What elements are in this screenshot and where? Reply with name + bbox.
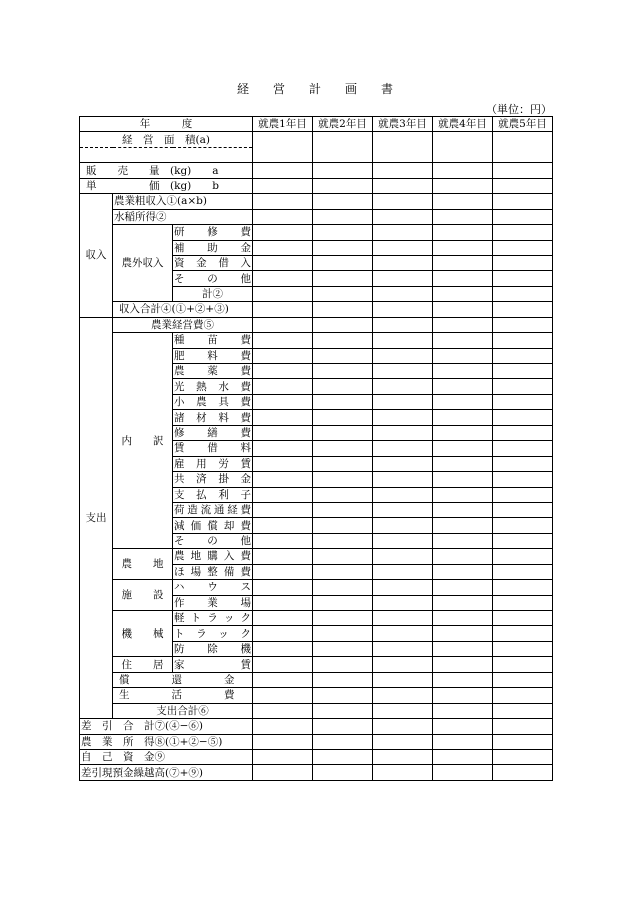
cell[interactable] [373, 611, 433, 626]
cell[interactable] [373, 549, 433, 564]
cell[interactable] [493, 472, 553, 487]
cell[interactable] [373, 688, 433, 703]
cell[interactable] [433, 502, 493, 517]
breakdown-item: 減価償却費 [174, 519, 251, 532]
cell[interactable] [373, 379, 433, 394]
cell[interactable] [313, 240, 373, 255]
cell[interactable] [313, 302, 373, 317]
cell[interactable] [433, 302, 493, 317]
breakdown-item: 修繕費 [174, 426, 251, 439]
cell[interactable] [433, 163, 493, 178]
cell[interactable] [493, 719, 553, 734]
title-char: 計 [308, 82, 345, 96]
year-1-header: 就農1年目 [253, 117, 313, 132]
cell[interactable] [313, 688, 373, 703]
cell[interactable] [313, 549, 373, 564]
cell[interactable] [493, 641, 553, 656]
cell[interactable] [493, 580, 553, 595]
cell[interactable] [433, 626, 493, 641]
breakdown-item: その他 [174, 535, 251, 548]
sales-volume-row [80, 163, 553, 178]
unit-price-label: 単 価 (kg) b [80, 178, 253, 193]
cell[interactable] [373, 333, 433, 348]
cell[interactable] [373, 580, 433, 595]
non-farm-item: 資金借入 [174, 257, 251, 270]
cell[interactable] [373, 271, 433, 286]
cell[interactable] [313, 611, 373, 626]
cell[interactable] [253, 379, 313, 394]
cell[interactable] [253, 672, 313, 687]
header-row [80, 117, 553, 132]
facility-item: ハウス [174, 581, 251, 594]
cell[interactable] [373, 132, 433, 163]
cell[interactable] [493, 672, 553, 687]
breakdown-item: 種苗費 [174, 334, 251, 347]
cell[interactable] [373, 286, 433, 301]
cell[interactable] [313, 734, 373, 749]
facility-item: 作業場 [174, 596, 251, 609]
cell[interactable] [253, 657, 313, 672]
cell[interactable] [493, 765, 553, 780]
machinery-row [80, 611, 553, 626]
cell[interactable] [253, 178, 313, 193]
cell[interactable] [313, 255, 373, 270]
cell[interactable] [313, 487, 373, 502]
cell[interactable] [493, 425, 553, 440]
non-farm-item: 補助金 [174, 241, 251, 254]
cell[interactable] [253, 472, 313, 487]
cell[interactable] [253, 364, 313, 379]
cell[interactable] [253, 333, 313, 348]
cell[interactable] [253, 225, 313, 240]
cell[interactable] [313, 225, 373, 240]
area-row [80, 132, 553, 147]
area-sub-label [80, 147, 253, 162]
cell[interactable] [493, 626, 553, 641]
non-farm-item: その他 [174, 272, 251, 285]
cell[interactable] [253, 410, 313, 425]
cell[interactable] [253, 595, 313, 610]
cell[interactable] [313, 348, 373, 363]
cell[interactable] [313, 502, 373, 517]
cell[interactable] [493, 657, 553, 672]
living-row [80, 688, 553, 703]
cell[interactable] [253, 518, 313, 533]
year-4-header: 就農4年目 [433, 117, 493, 132]
non-farm-total-label: 計② [173, 286, 253, 301]
cell[interactable] [433, 518, 493, 533]
carryover-row [80, 765, 553, 780]
cell[interactable] [313, 317, 373, 332]
expense-group-label: 支出 [80, 317, 113, 718]
rice-income-label: 水稲所得② [113, 209, 253, 224]
cell[interactable] [493, 132, 553, 163]
cell[interactable] [433, 271, 493, 286]
title-char: 経 [236, 82, 273, 96]
cell[interactable] [433, 456, 493, 471]
cell[interactable] [433, 765, 493, 780]
cell[interactable] [373, 719, 433, 734]
farmland-item: ほ場整備費 [174, 565, 251, 578]
cell[interactable] [493, 286, 553, 301]
cell[interactable] [373, 595, 433, 610]
cell[interactable] [433, 240, 493, 255]
cell[interactable] [433, 194, 493, 209]
cell[interactable] [253, 456, 313, 471]
cell[interactable] [493, 178, 553, 193]
cell[interactable] [433, 178, 493, 193]
cell[interactable] [313, 333, 373, 348]
cell[interactable] [253, 255, 313, 270]
cell[interactable] [373, 240, 433, 255]
cell[interactable] [433, 564, 493, 579]
cell[interactable] [373, 533, 433, 548]
housing-item: 家賃 [174, 658, 251, 671]
cell[interactable] [313, 441, 373, 456]
cell[interactable] [313, 518, 373, 533]
cell[interactable] [493, 410, 553, 425]
cell[interactable] [493, 595, 553, 610]
cell[interactable] [253, 533, 313, 548]
farmland-row [80, 549, 553, 564]
housing-label: 住 居 [113, 657, 173, 672]
cell[interactable] [493, 611, 553, 626]
non-farm-label: 農外収入 [113, 225, 173, 302]
breakdown-item: 小農具費 [174, 396, 251, 409]
cell[interactable] [313, 132, 373, 163]
cell[interactable] [313, 286, 373, 301]
cell[interactable] [313, 379, 373, 394]
cell[interactable] [373, 456, 433, 471]
cell[interactable] [373, 394, 433, 409]
cell[interactable] [313, 194, 373, 209]
cell[interactable] [373, 518, 433, 533]
title-char: 営 [272, 82, 309, 96]
cell[interactable] [373, 255, 433, 270]
farmland-item: 農地購入費 [174, 550, 251, 563]
business-plan-table [79, 116, 553, 781]
cell[interactable] [253, 641, 313, 656]
cell[interactable] [253, 765, 313, 780]
cell[interactable] [373, 734, 433, 749]
year-header: 年 度 [80, 117, 253, 132]
cell[interactable] [253, 719, 313, 734]
cell[interactable] [253, 626, 313, 641]
cell[interactable] [433, 533, 493, 548]
cell[interactable] [373, 209, 433, 224]
cell[interactable] [253, 132, 313, 163]
cell[interactable] [373, 564, 433, 579]
cell[interactable] [493, 502, 553, 517]
cell[interactable] [253, 549, 313, 564]
breakdown-item: 諸材料費 [174, 411, 251, 424]
cell[interactable] [313, 163, 373, 178]
cell[interactable] [253, 502, 313, 517]
cell[interactable] [433, 487, 493, 502]
own-funds-row [80, 749, 553, 764]
cell[interactable] [493, 163, 553, 178]
living-label: 生 活 費 [113, 688, 253, 703]
repayment-row [80, 672, 553, 687]
cell[interactable] [433, 209, 493, 224]
cell[interactable] [493, 302, 553, 317]
cell[interactable] [253, 348, 313, 363]
cell[interactable] [313, 595, 373, 610]
rice-income-row [80, 209, 553, 224]
cell[interactable] [253, 749, 313, 764]
sales-volume-label: 販 売 量 (kg) a [80, 163, 253, 178]
facility-label: 施 設 [113, 580, 173, 611]
cell[interactable] [433, 255, 493, 270]
cell[interactable] [373, 641, 433, 656]
cell[interactable] [433, 410, 493, 425]
cell[interactable] [493, 333, 553, 348]
gross-income-label: 農業粗収入①(a×b) [113, 194, 253, 209]
cell[interactable] [373, 410, 433, 425]
unit-price-row [80, 178, 553, 193]
cell[interactable] [433, 703, 493, 718]
cell[interactable] [313, 641, 373, 656]
cell[interactable] [493, 271, 553, 286]
machinery-item: 防除機 [174, 643, 251, 656]
cell[interactable] [433, 657, 493, 672]
cell[interactable] [433, 672, 493, 687]
cell[interactable] [253, 564, 313, 579]
cell[interactable] [433, 641, 493, 656]
cell[interactable] [493, 487, 553, 502]
cell[interactable] [433, 719, 493, 734]
cell[interactable] [313, 765, 373, 780]
farm-income-row [80, 734, 553, 749]
facility-row [80, 580, 553, 595]
cell[interactable] [313, 209, 373, 224]
cell[interactable] [373, 749, 433, 764]
income-group-label: 収入 [80, 194, 113, 318]
farm-income-label: 農 業 所 得⑧(①+②−⑤) [80, 734, 253, 749]
breakdown-item: 農薬費 [174, 365, 251, 378]
breakdown-item: 光熱水費 [174, 380, 251, 393]
cell[interactable] [493, 549, 553, 564]
cell[interactable] [493, 209, 553, 224]
cell[interactable] [373, 194, 433, 209]
cell[interactable] [373, 441, 433, 456]
cell[interactable] [313, 456, 373, 471]
cell[interactable] [373, 317, 433, 332]
cell[interactable] [433, 225, 493, 240]
cell[interactable] [313, 626, 373, 641]
cell[interactable] [253, 163, 313, 178]
cell[interactable] [373, 703, 433, 718]
breakdown-item: 賃借料 [174, 442, 251, 455]
cell[interactable] [313, 672, 373, 687]
machinery-item: トラック [174, 627, 251, 640]
cell[interactable] [493, 317, 553, 332]
cell[interactable] [373, 178, 433, 193]
cell[interactable] [493, 518, 553, 533]
cell[interactable] [253, 240, 313, 255]
cell[interactable] [493, 379, 553, 394]
cell[interactable] [253, 209, 313, 224]
farm-cost-row [80, 317, 553, 332]
cell[interactable] [313, 410, 373, 425]
cell[interactable] [313, 703, 373, 718]
cell[interactable] [313, 178, 373, 193]
cell[interactable] [433, 688, 493, 703]
housing-row [80, 657, 553, 672]
cell[interactable] [313, 472, 373, 487]
cell[interactable] [313, 749, 373, 764]
cell[interactable] [313, 564, 373, 579]
cell[interactable] [253, 688, 313, 703]
breakdown-item: 肥料費 [174, 349, 251, 362]
cell[interactable] [373, 425, 433, 440]
year-3-header: 就農3年目 [373, 117, 433, 132]
title-char: 画 [345, 82, 382, 96]
cell[interactable] [493, 225, 553, 240]
cell[interactable] [433, 364, 493, 379]
cell[interactable] [313, 657, 373, 672]
breakdown-item: 共済掛金 [174, 473, 251, 486]
cell[interactable] [373, 302, 433, 317]
diff-total-row [80, 719, 553, 734]
cell[interactable] [433, 348, 493, 363]
cell[interactable] [433, 317, 493, 332]
breakdown-label: 内 訳 [113, 333, 173, 549]
cell[interactable] [253, 271, 313, 286]
cell[interactable] [313, 533, 373, 548]
cell[interactable] [373, 657, 433, 672]
cell[interactable] [493, 564, 553, 579]
farmland-label: 農 地 [113, 549, 173, 580]
cell[interactable] [253, 580, 313, 595]
cell[interactable] [433, 549, 493, 564]
year-2-header: 就農2年目 [313, 117, 373, 132]
cell[interactable] [253, 194, 313, 209]
cell[interactable] [493, 703, 553, 718]
cell[interactable] [253, 441, 313, 456]
cell[interactable] [493, 533, 553, 548]
cell[interactable] [253, 286, 313, 301]
cell[interactable] [493, 394, 553, 409]
repayment-label: 償 還 金 [113, 672, 253, 687]
cell[interactable] [373, 502, 433, 517]
cell[interactable] [493, 364, 553, 379]
diff-total-label: 差 引 合 計⑦(④−⑥) [80, 719, 253, 734]
cell[interactable] [313, 394, 373, 409]
cell[interactable] [433, 580, 493, 595]
unit-label: （単位：円） [486, 103, 552, 116]
cell[interactable] [433, 425, 493, 440]
cell[interactable] [433, 333, 493, 348]
cell[interactable] [253, 302, 313, 317]
cell[interactable] [433, 441, 493, 456]
gross-income-row [80, 194, 553, 209]
cell[interactable] [253, 611, 313, 626]
expense-total-label: 支出合計⑥ [113, 703, 253, 718]
breakdown-item: 支払利子 [174, 488, 251, 501]
area-label: 経 営 面 積(a) [80, 132, 253, 147]
cell[interactable] [493, 749, 553, 764]
cell[interactable] [373, 487, 433, 502]
cell[interactable] [253, 734, 313, 749]
non-farm-row [80, 225, 553, 240]
cell[interactable] [493, 441, 553, 456]
own-funds-label: 自 己 資 金⑨ [80, 749, 253, 764]
cell[interactable] [313, 271, 373, 286]
cell[interactable] [433, 734, 493, 749]
cell[interactable] [493, 194, 553, 209]
cell[interactable] [433, 595, 493, 610]
cell[interactable] [373, 348, 433, 363]
title-char: 書 [381, 82, 418, 96]
document-title [0, 80, 630, 97]
cell[interactable] [433, 472, 493, 487]
cell[interactable] [433, 132, 493, 163]
cell[interactable] [373, 672, 433, 687]
non-farm-item: 研修費 [174, 226, 251, 239]
cell[interactable] [253, 487, 313, 502]
cell[interactable] [433, 379, 493, 394]
cell[interactable] [253, 394, 313, 409]
cell[interactable] [493, 456, 553, 471]
cell[interactable] [253, 703, 313, 718]
cell[interactable] [433, 286, 493, 301]
cell[interactable] [313, 364, 373, 379]
cell[interactable] [373, 626, 433, 641]
cell[interactable] [493, 255, 553, 270]
cell[interactable] [493, 240, 553, 255]
cell[interactable] [373, 364, 433, 379]
cell[interactable] [373, 472, 433, 487]
cell[interactable] [313, 580, 373, 595]
expense-total-row [80, 703, 553, 718]
income-total-label: 収入合計④(①+②+③) [113, 302, 253, 317]
cell[interactable] [433, 394, 493, 409]
carryover-label: 差引現預金繰越高(⑦+⑨) [80, 765, 253, 780]
year-5-header: 就農5年目 [493, 117, 553, 132]
cell[interactable] [373, 765, 433, 780]
cell[interactable] [493, 688, 553, 703]
cell[interactable] [493, 734, 553, 749]
breakdown-item: 荷造流通経費 [174, 504, 251, 517]
cell[interactable] [433, 749, 493, 764]
cell[interactable] [313, 425, 373, 440]
breakdown-row [80, 333, 553, 348]
machinery-item: 軽トラック [174, 612, 251, 625]
cell[interactable] [313, 719, 373, 734]
cell[interactable] [253, 317, 313, 332]
cell[interactable] [373, 225, 433, 240]
cell[interactable] [373, 163, 433, 178]
cell[interactable] [433, 611, 493, 626]
cell[interactable] [493, 348, 553, 363]
cell[interactable] [253, 425, 313, 440]
breakdown-item: 雇用労賃 [174, 457, 251, 470]
machinery-label: 機 械 [113, 611, 173, 657]
farm-cost-label: 農業経営費⑤ [113, 317, 253, 332]
income-total-row [80, 302, 553, 317]
